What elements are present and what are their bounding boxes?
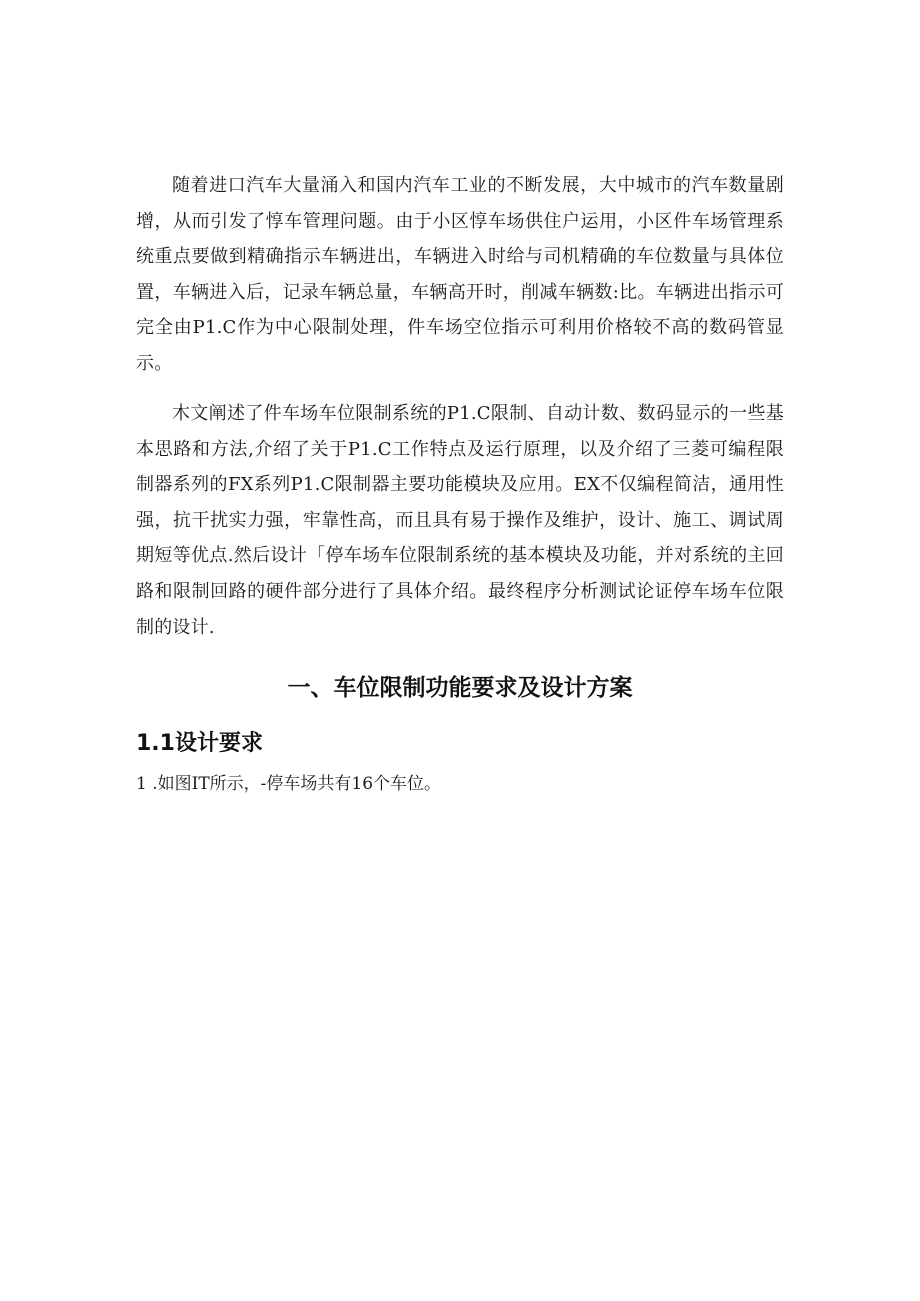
paragraph-intro: 随着进口汽车大量涌入和国内汽车工业的不断发展，大中城市的汽车数量剧增，从而引发了惇车管理问题。由于小区惇车场供住户运用，小区件车场管理系统重点要做到精确指示车辆进出，车辆进入时给与司机精确的车位数量与具体位置，车辆进入后，记录车辆总量，车辆高开时，削减车辆数:比。车辆进出指示可完全由P1.C作为中心限制处理，件车场空位指示可利用价格较不高的数码管显示。: [136, 175, 784, 374]
body-text-block-1: [136, 168, 784, 382]
section-heading: 一、车位限制功能要求及设计方案: [287, 675, 633, 701]
paragraph-overview: 木文阐述了件车场车位限制系统的P1.C限制、自动计数、数码显示的一些基本思路和方法,介绍了关于P1.C工作特点及运行原理，以及介绍了三菱可编程限制器系列的FX系列P1.C限制器主要功能模块及应用。EX不仅编程简洁，通用性强，抗干扰实力强，牢靠性高，而且具有易于操作及维护，设计、施工、调试周期短等优点.然后设计「停车场车位限制系统的基本模块及功能，并对系统的主回路和限制回路的硬件部分进行了具体介绍。最终程序分析测试论证停车场车位限制的设计.: [136, 403, 784, 638]
body-text-block-2: [136, 396, 784, 645]
requirement-item-1: 1 .如图IT所示，-停车场共有16个车位。: [136, 774, 442, 794]
subsection-heading: 1.1设计要求: [136, 731, 263, 756]
